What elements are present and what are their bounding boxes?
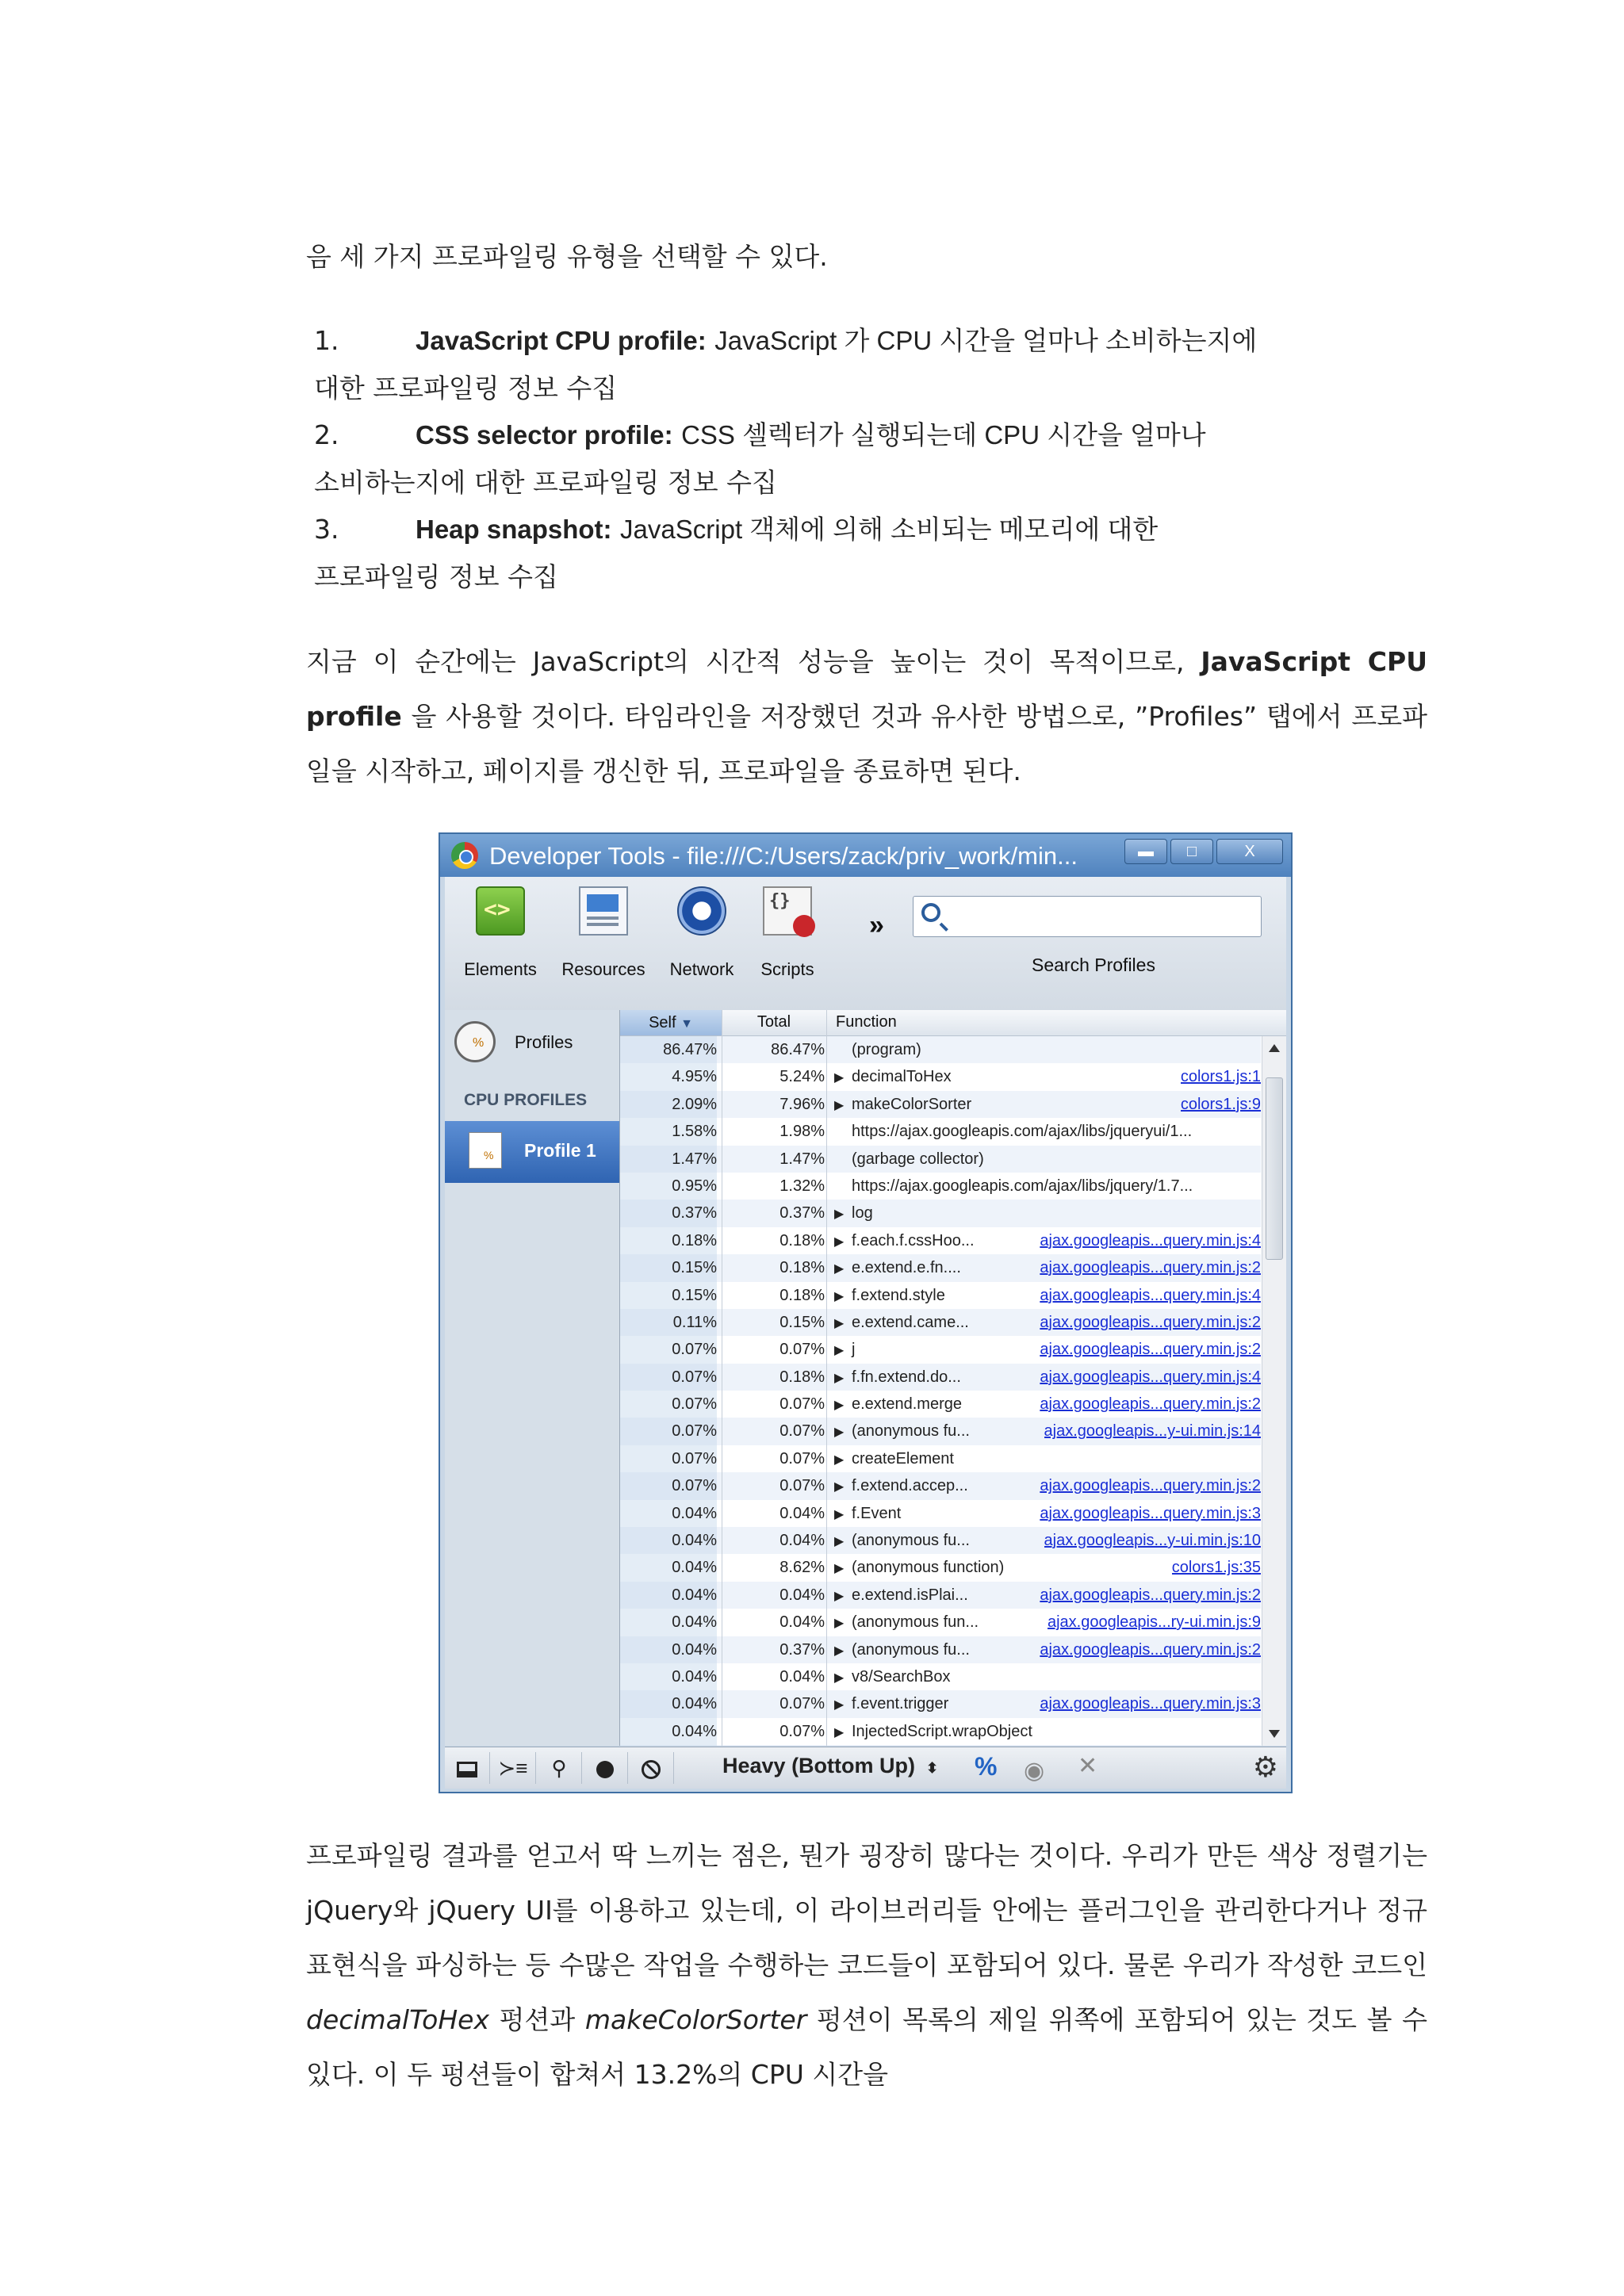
profiles-clock-icon	[454, 1021, 496, 1062]
self-cell: 0.04%	[620, 1690, 717, 1717]
total-cell: 7.96%	[779, 1095, 825, 1113]
sidebar-item-label: Profile 1	[524, 1140, 596, 1161]
function-name: (garbage collector)	[852, 1150, 984, 1168]
total-cell: 1.32%	[779, 1177, 825, 1195]
search-box	[913, 896, 1262, 937]
function-name: InjectedScript.wrapObject	[852, 1722, 1032, 1740]
tab-label: Resources	[561, 959, 645, 979]
source-link[interactable]: ajax.googleapis...query.min.js:4	[1040, 1368, 1261, 1386]
expand-triangle-icon[interactable]: ▶	[834, 1071, 845, 1085]
self-cell: 0.04%	[620, 1582, 717, 1609]
function-cell	[834, 1745, 1247, 1746]
function-name: makeColorSorter	[852, 1095, 972, 1113]
table-row[interactable]	[620, 1500, 1261, 1527]
expand-triangle-icon[interactable]: ▶	[834, 1670, 845, 1685]
total-cell: 0.04%	[779, 1667, 825, 1686]
total-cell	[728, 1745, 825, 1746]
table-row[interactable]	[620, 1146, 1261, 1173]
expand-triangle-icon[interactable]: ▶	[834, 1644, 845, 1658]
function-cell	[834, 1173, 1247, 1200]
table-row[interactable]	[620, 1091, 1261, 1118]
column-header-total[interactable]: Total	[756, 1013, 791, 1031]
focus-eye-icon[interactable]: ◉	[1024, 1758, 1045, 1784]
source-link[interactable]: ajax.googleapis...ry-ui.min.js:9	[1047, 1613, 1261, 1632]
function-name: f.Event	[852, 1504, 902, 1522]
list-description: CSS 셀렉터가 실행되는데 CPU 시간을 얼마나	[681, 420, 1206, 450]
sidebar-item-label: Profiles	[515, 1032, 573, 1052]
self-cell: 0.11%	[620, 1309, 717, 1336]
total-cell: 0.37%	[779, 1640, 825, 1659]
search-label: Search Profiles	[1032, 955, 1155, 975]
function-name: f.fn.extend.do...	[852, 1368, 961, 1386]
expand-triangle-icon[interactable]: ▶	[834, 1262, 845, 1276]
table-row[interactable]	[620, 1364, 1261, 1391]
self-cell: 0.07%	[620, 1391, 717, 1418]
self-cell: 0.07%	[620, 1445, 717, 1472]
expand-triangle-icon[interactable]: ▶	[834, 1535, 845, 1549]
source-link[interactable]: ajax.googleapis...query.min.js:2	[1040, 1341, 1261, 1359]
tab-label: Scripts	[760, 959, 814, 979]
function-name: https://ajax.googleapis.com/ajax/libs/jquery/1.7...	[852, 1177, 1193, 1195]
table-row[interactable]	[620, 1718, 1261, 1745]
table-row[interactable]	[620, 1227, 1261, 1254]
sidebar-item-profiles[interactable]	[451, 1015, 610, 1070]
source-link[interactable]: ajax.googleapis...query.min.js:4	[1040, 1231, 1261, 1249]
self-cell: 86.47%	[620, 1036, 717, 1063]
expand-triangle-icon[interactable]: ▶	[834, 1589, 845, 1603]
tab-label: Elements	[464, 959, 537, 979]
expand-triangle-icon[interactable]: ▶	[834, 1098, 845, 1112]
list-description: JavaScript 객체에 의해 소비되는 메모리에 대한	[620, 515, 1159, 544]
table-row[interactable]	[620, 1554, 1261, 1581]
vertical-scrollbar[interactable]	[1262, 1036, 1286, 1746]
self-cell: 0.04%	[620, 1663, 717, 1690]
function-name: e.extend.merge	[852, 1395, 962, 1414]
self-cell: 0.07%	[620, 1472, 717, 1499]
intro-line: 음 세 가지 프로파일링 유형을 선택할 수 있다.	[306, 241, 828, 272]
total-cell: 0.04%	[779, 1504, 825, 1522]
function-name: (anonymous fu...	[852, 1422, 970, 1441]
expand-triangle-icon[interactable]: ▶	[834, 1698, 845, 1712]
profiles-sidebar	[445, 1010, 620, 1746]
expand-triangle-icon[interactable]: ▶	[834, 1480, 845, 1494]
clear-icon	[642, 1760, 661, 1779]
list-term: CSS selector profile:	[416, 420, 673, 450]
clear-profiles-button[interactable]	[629, 1752, 674, 1784]
list-number: 3.	[314, 514, 339, 545]
sidebar-item-profile-1[interactable]	[445, 1121, 619, 1183]
function-cell	[834, 1200, 1247, 1228]
para-text: 지금 이 순간에는 JavaScript의 시간적 성능을 높이는 것이 목적이므로,	[306, 646, 1201, 677]
function-name: f.extend.style	[852, 1286, 945, 1304]
console-button[interactable]	[491, 1752, 536, 1784]
self-cell: 0.18%	[620, 1227, 717, 1254]
total-cell: 0.07%	[779, 1477, 825, 1495]
total-cell: 0.18%	[779, 1286, 825, 1304]
source-link[interactable]: ajax.googleapis...query.min.js:3	[1040, 1695, 1261, 1713]
profile-icon	[469, 1132, 502, 1169]
resources-icon	[579, 886, 628, 936]
list-item	[314, 411, 1361, 506]
search-icon	[921, 903, 940, 922]
expand-triangle-icon[interactable]: ▶	[834, 1371, 845, 1385]
grid-rows	[620, 1036, 1261, 1746]
self-cell: 0.04%	[620, 1636, 717, 1663]
record-icon	[596, 1761, 614, 1778]
status-bar	[445, 1747, 1286, 1789]
list-description: JavaScript 가 CPU 시간을 얼마나 소비하는지에	[714, 326, 1258, 355]
total-cell: 0.37%	[779, 1204, 825, 1223]
source-link[interactable]: ajax.googleapis...y-ui.min.js:14	[1044, 1422, 1261, 1441]
total-cell: 0.07%	[779, 1695, 825, 1713]
function-name: (anonymous fun...	[852, 1613, 979, 1632]
source-link[interactable]: ajax.googleapis...query.min.js:2	[1040, 1477, 1261, 1495]
paragraph-results	[306, 1828, 1427, 2102]
table-row[interactable]	[620, 1282, 1261, 1309]
function-cell	[834, 1146, 1247, 1173]
total-cell: 0.07%	[779, 1449, 825, 1468]
self-cell: 0.07%	[620, 1336, 717, 1363]
select-arrows-icon: ⬍	[926, 1760, 939, 1776]
self-cell: 0.04%	[620, 1554, 717, 1581]
function-name: j	[852, 1341, 856, 1359]
paragraph-profiles-intro	[306, 634, 1427, 798]
list-description-cont: 프로파일링 정보 수집	[314, 561, 558, 592]
self-cell: 0.04%	[620, 1500, 717, 1527]
exclude-x-icon[interactable]: ✕	[1078, 1753, 1098, 1779]
grid-header	[620, 1010, 1286, 1036]
total-cell: 0.07%	[779, 1422, 825, 1441]
self-cell: 0.15%	[620, 1254, 717, 1281]
source-link[interactable]: ajax.googleapis...query.min.js:3	[1040, 1504, 1261, 1522]
function-cell	[834, 1718, 1247, 1746]
more-tabs-button[interactable]: »	[869, 910, 884, 940]
table-row[interactable]	[620, 1445, 1261, 1472]
total-cell: 0.07%	[779, 1341, 825, 1359]
title-bar	[440, 834, 1291, 877]
function-name: (anonymous function)	[852, 1559, 1005, 1577]
function-name: decimalToHex	[852, 1068, 952, 1086]
total-cell: 0.18%	[779, 1259, 825, 1277]
window-title: Developer Tools - file:///C:/Users/zack/priv_work/min...	[489, 842, 1078, 870]
view-mode-select[interactable]	[722, 1754, 938, 1778]
total-cell: 8.62%	[779, 1559, 825, 1577]
list-term: Heap snapshot:	[416, 515, 612, 544]
table-row[interactable]	[620, 1582, 1261, 1609]
maximize-button[interactable]: □	[1170, 839, 1213, 864]
function-name: e.extend.came...	[852, 1313, 969, 1331]
tab-scripts[interactable]	[740, 886, 835, 980]
table-row[interactable]	[620, 1418, 1261, 1445]
function-cell	[834, 1118, 1247, 1145]
para-text: 펑션과	[489, 2004, 585, 2035]
source-link[interactable]: ajax.googleapis...query.min.js:2	[1040, 1586, 1261, 1604]
self-cell: 2.09%	[620, 1091, 717, 1118]
para-text: 프로파일링 결과를 얻고서 딱 느끼는 점은, 뭔가 굉장히 많다는 것이다. 우리가 만든 색상 정렬기는 jQuery와 jQuery UI를 이용하고 있는데, 이 라이브러리들 안에는 플러그인을 관리한다거나 정규표현식을 파싱하는 등 수많은 작업을 수행하는 코드들이 포함되어 있다. 물론 우리가 작성한 코드인	[306, 1840, 1427, 1980]
devtools-toolbar	[445, 877, 1286, 1011]
chrome-logo-icon	[451, 842, 478, 869]
para-text: 펑션이 목록의 제일 위쪽에 포함되어 있는 것도 볼 수 있다. 이 두 펑션들이 합쳐서 13.2%의 CPU 시간을	[306, 2004, 1427, 2090]
self-cell: 1.58%	[620, 1118, 717, 1145]
expand-triangle-icon[interactable]: ▶	[834, 1452, 845, 1467]
expand-triangle-icon[interactable]: ▶	[834, 1562, 845, 1576]
minimize-button[interactable]: ▬	[1124, 839, 1167, 864]
function-name: createElement	[852, 1449, 954, 1468]
self-cell: 1.47%	[620, 1146, 717, 1173]
self-cell: 0.07%	[620, 1418, 717, 1445]
table-row[interactable]	[620, 1254, 1261, 1281]
function-name: https://ajax.googleapis.com/ajax/libs/jqueryui/1...	[852, 1123, 1193, 1141]
expand-triangle-icon[interactable]: ▶	[834, 1399, 845, 1413]
expand-triangle-icon[interactable]: ▶	[834, 1316, 845, 1330]
elements-icon	[476, 886, 525, 936]
dock-icon	[457, 1762, 477, 1777]
function-name: (program)	[852, 1041, 921, 1058]
total-cell: 0.07%	[779, 1395, 825, 1414]
source-link[interactable]: colors1.js:35	[1171, 1559, 1261, 1577]
scroll-up-icon[interactable]	[1269, 1044, 1280, 1052]
function-name: log	[852, 1204, 873, 1223]
console-icon: ≻≡	[498, 1756, 528, 1780]
list-item	[314, 506, 1361, 600]
self-cell: 0.07%	[620, 1364, 717, 1391]
total-cell: 1.98%	[779, 1123, 825, 1141]
gear-icon[interactable]: ⚙	[1252, 1751, 1278, 1783]
table-row[interactable]	[620, 1609, 1261, 1636]
scroll-down-icon[interactable]	[1269, 1730, 1280, 1738]
function-name: (anonymous fu...	[852, 1532, 970, 1550]
self-cell: 0.04%	[620, 1718, 717, 1745]
column-label: Self	[649, 1014, 676, 1031]
source-link[interactable]: ajax.googleapis...query.min.js:2	[1040, 1259, 1261, 1277]
para-bold: JavaScript CPU profile	[306, 646, 1427, 732]
list-description-cont: 대한 프로파일링 정보 수집	[314, 372, 618, 404]
record-button[interactable]	[583, 1752, 628, 1784]
total-cell: 0.07%	[779, 1722, 825, 1740]
table-row[interactable]	[620, 1472, 1261, 1499]
expand-triangle-icon[interactable]: ▶	[834, 1725, 845, 1739]
total-cell: 0.18%	[779, 1368, 825, 1386]
source-link[interactable]: ajax.googleapis...query.min.js:2	[1040, 1395, 1261, 1414]
function-name: f.extend.accep...	[852, 1477, 968, 1495]
devtools-window	[439, 832, 1293, 1793]
window-controls	[1124, 839, 1283, 864]
find-button[interactable]	[537, 1752, 582, 1784]
self-cell: 0.37%	[620, 1200, 717, 1226]
table-row[interactable]	[620, 1690, 1261, 1717]
total-cell: 0.18%	[779, 1231, 825, 1249]
table-row[interactable]	[620, 1391, 1261, 1418]
expand-triangle-icon[interactable]: ▶	[834, 1207, 845, 1222]
table-row[interactable]	[620, 1036, 1261, 1063]
close-button[interactable]: X	[1216, 839, 1283, 864]
list-number: 2.	[314, 419, 339, 450]
function-name: f.event.trigger	[852, 1695, 949, 1713]
total-cell: 86.47%	[771, 1041, 825, 1058]
function-cell	[834, 1036, 1247, 1063]
expand-triangle-icon[interactable]: ▶	[834, 1507, 845, 1521]
table-row[interactable]	[620, 1309, 1261, 1336]
table-row[interactable]	[620, 1745, 1261, 1746]
function-cell	[834, 1445, 1247, 1474]
tab-label: Network	[669, 959, 734, 979]
scrollbar-thumb[interactable]	[1266, 1077, 1283, 1260]
function-name: e.extend.isPlai...	[852, 1586, 968, 1604]
expand-triangle-icon[interactable]: ▶	[834, 1234, 845, 1249]
source-link[interactable]: ajax.googleapis...query.min.js:2	[1040, 1640, 1261, 1659]
profile-type-list	[314, 317, 1361, 600]
table-row[interactable]	[620, 1527, 1261, 1554]
source-link[interactable]: ajax.googleapis...query.min.js:2	[1040, 1313, 1261, 1331]
self-cell	[620, 1745, 717, 1746]
list-description-cont: 소비하는지에 대한 프로파일링 정보 수집	[314, 466, 777, 498]
list-term: JavaScript CPU profile:	[416, 326, 707, 355]
total-cell: 5.24%	[779, 1068, 825, 1086]
total-cell: 0.15%	[779, 1313, 825, 1331]
function-name: v8/SearchBox	[852, 1667, 951, 1686]
source-link[interactable]: colors1.js:1	[1180, 1068, 1261, 1086]
view-mode-label: Heavy (Bottom Up)	[722, 1754, 916, 1777]
table-row[interactable]	[620, 1336, 1261, 1363]
scripts-icon	[763, 886, 812, 936]
para-italic: makeColorSorter	[584, 2004, 807, 2035]
list-number: 1.	[314, 325, 339, 356]
expand-triangle-icon[interactable]: ▶	[834, 1289, 845, 1303]
tab-network[interactable]	[654, 886, 749, 980]
expand-triangle-icon[interactable]: ▶	[834, 1617, 845, 1631]
source-link[interactable]: ajax.googleapis...y-ui.min.js:10	[1044, 1532, 1261, 1550]
total-cell: 1.47%	[779, 1150, 825, 1168]
network-icon	[677, 886, 726, 936]
table-row[interactable]	[620, 1118, 1261, 1145]
search-input[interactable]	[953, 901, 1250, 932]
magnifier-icon: ⚲	[551, 1756, 567, 1780]
para-italic: decimalToHex	[306, 2004, 490, 2035]
dock-button[interactable]	[445, 1752, 490, 1784]
source-link[interactable]: ajax.googleapis...query.min.js:4	[1040, 1286, 1261, 1304]
expand-triangle-icon[interactable]: ▶	[834, 1344, 845, 1358]
table-row[interactable]	[620, 1063, 1261, 1090]
column-divider	[826, 1010, 827, 1746]
table-row[interactable]	[620, 1200, 1261, 1226]
profile-data-grid	[620, 1010, 1286, 1746]
table-row[interactable]	[620, 1663, 1261, 1690]
expand-triangle-icon[interactable]: ▶	[834, 1425, 845, 1440]
self-cell: 4.95%	[620, 1063, 717, 1090]
tab-elements[interactable]	[453, 886, 548, 980]
sort-desc-icon: ▼	[680, 1017, 693, 1031]
self-cell: 0.04%	[620, 1527, 717, 1554]
table-row[interactable]	[620, 1173, 1261, 1200]
self-cell: 0.04%	[620, 1609, 717, 1636]
function-cell	[834, 1663, 1247, 1692]
total-cell: 0.04%	[779, 1586, 825, 1604]
column-header-self[interactable]	[620, 1010, 722, 1035]
total-cell: 0.04%	[779, 1613, 825, 1632]
function-name: f.each.f.cssHoo...	[852, 1231, 975, 1249]
cpu-profiles-section-title: CPU PROFILES	[464, 1091, 588, 1109]
para-text: 을 사용할 것이다. 타임라인을 저장했던 것과 유사한 방법으로, ”Profiles” 탭에서 프로파일을 시작하고, 페이지를 갱신한 뒤, 프로파일을 종료하면 된다.	[306, 701, 1427, 786]
self-cell: 0.95%	[620, 1173, 717, 1200]
column-header-function[interactable]: Function	[836, 1013, 897, 1031]
self-cell: 0.15%	[620, 1282, 717, 1309]
source-link[interactable]: colors1.js:9	[1180, 1095, 1261, 1113]
function-name: (anonymous fu...	[852, 1640, 970, 1659]
list-item	[314, 317, 1361, 411]
function-name: e.extend.e.fn....	[852, 1259, 961, 1277]
table-row[interactable]	[620, 1636, 1261, 1663]
tab-resources[interactable]	[556, 886, 651, 980]
total-cell: 0.04%	[779, 1532, 825, 1550]
percent-toggle-button[interactable]: %	[975, 1752, 998, 1781]
